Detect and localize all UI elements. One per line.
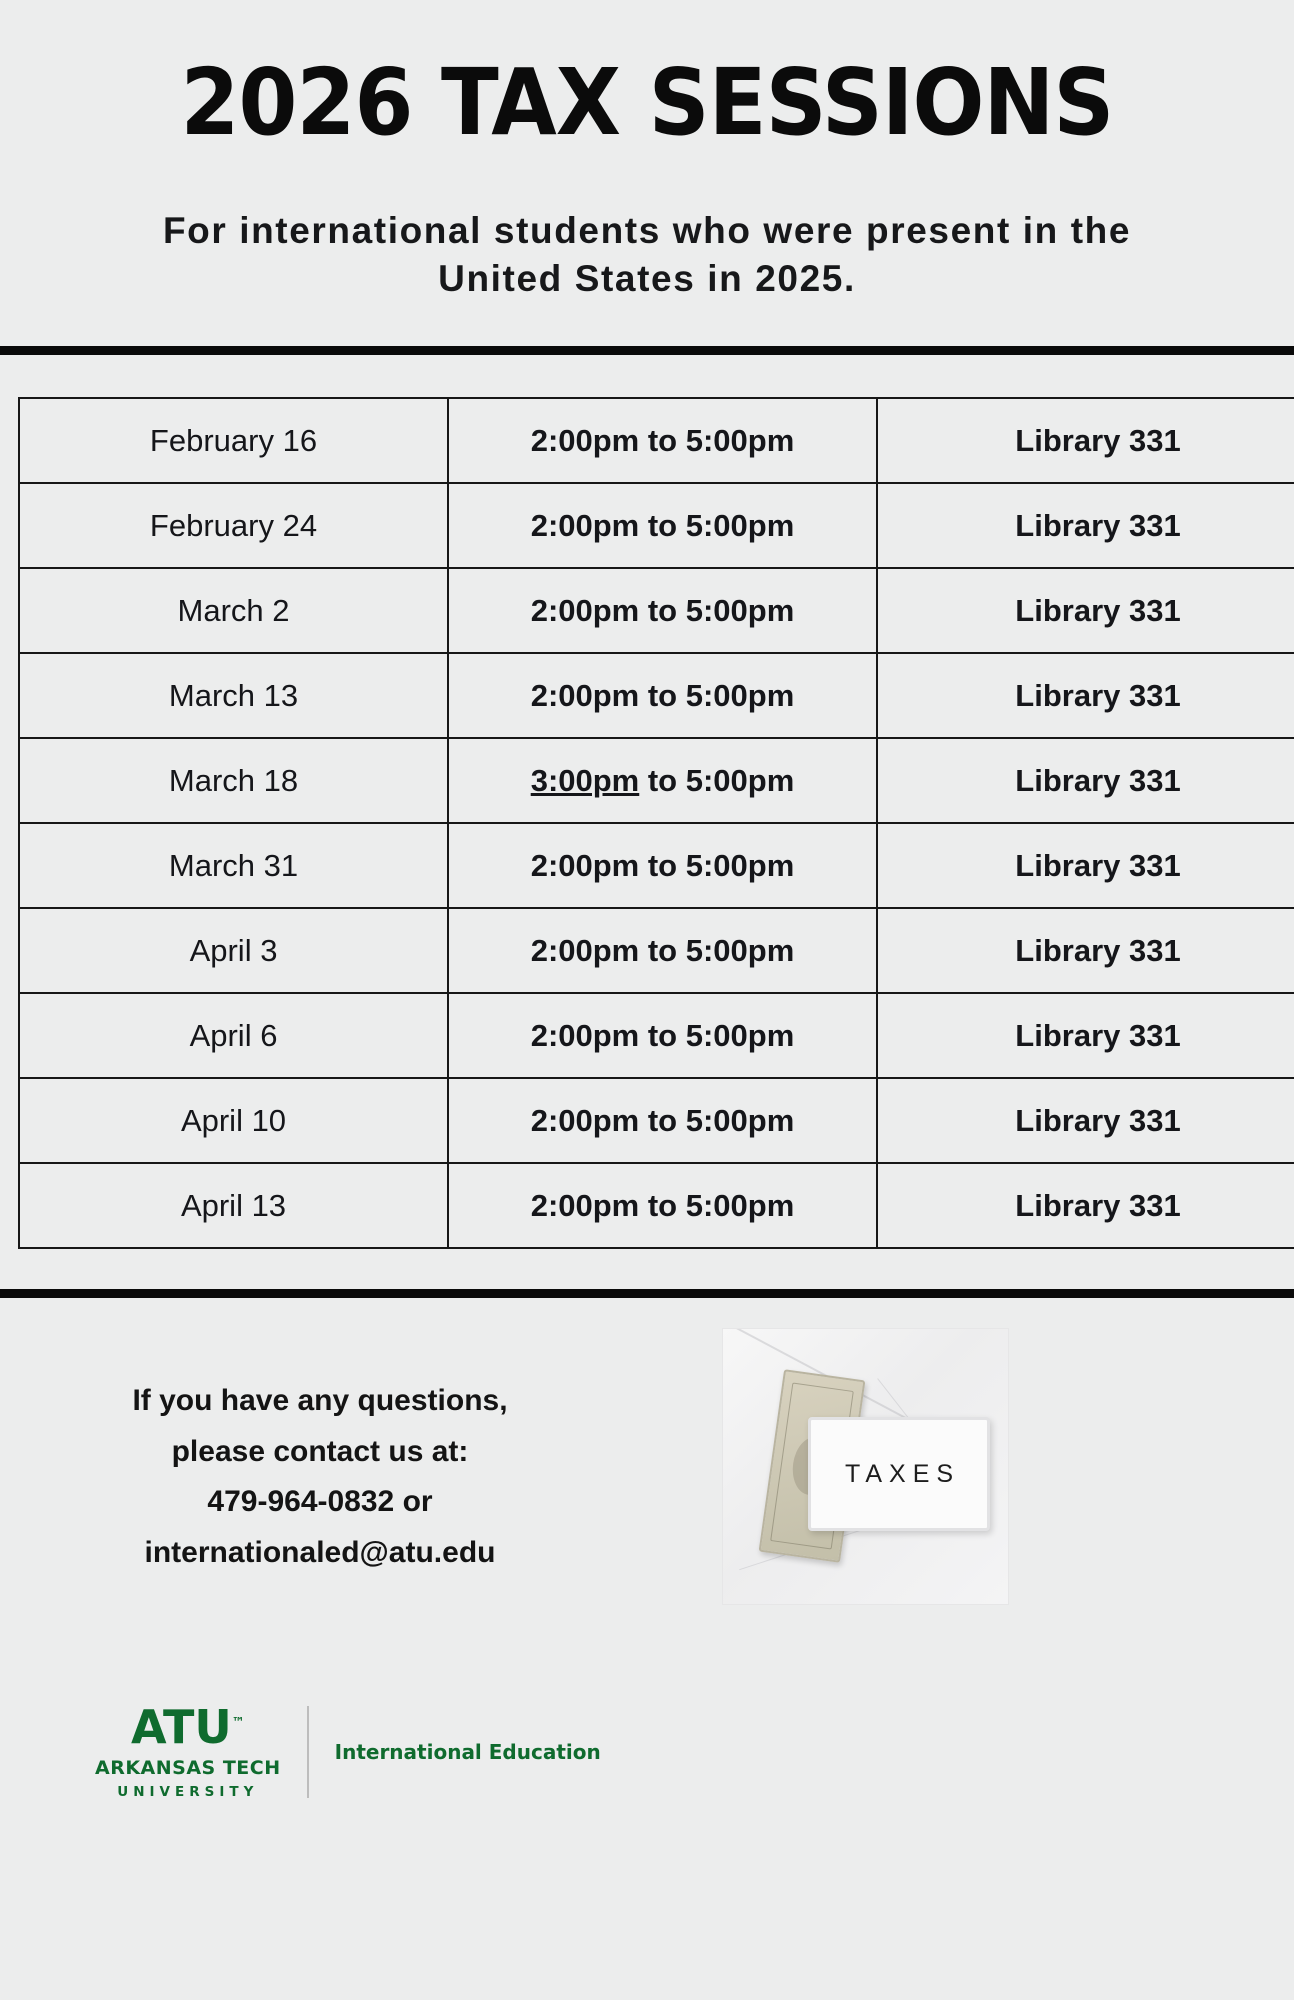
contact-line-1: If you have any questions,	[132, 1384, 508, 1418]
session-time	[448, 1163, 877, 1248]
session-room: Library 331	[877, 1163, 1294, 1248]
session-room: Library 331	[877, 653, 1294, 738]
atu-acronym	[130, 1700, 245, 1755]
session-date: March 13	[19, 653, 448, 738]
page-title: 2026 TAX SESSIONS	[180, 49, 1114, 156]
atu-name-line-2: UNIVERSITY	[117, 1784, 259, 1801]
poster-header	[0, 0, 1294, 304]
contact-block	[60, 1378, 580, 1580]
session-room: Library 331	[877, 908, 1294, 993]
session-time-start: 3:00pm	[530, 762, 640, 798]
session-time	[448, 483, 877, 568]
session-date: March 2	[19, 568, 448, 653]
table-row	[19, 1078, 1294, 1163]
session-time-start: 2:00pm	[530, 592, 640, 628]
session-time	[448, 653, 877, 738]
session-room: Library 331	[877, 483, 1294, 568]
session-time-end: to 5:00pm	[639, 932, 795, 968]
atu-logo-text	[95, 1700, 307, 1801]
lightbox-text: TAXES	[844, 1459, 961, 1488]
session-time-end: to 5:00pm	[639, 507, 795, 543]
session-date: March 31	[19, 823, 448, 908]
poster-footer	[0, 1298, 1294, 1858]
sessions-table	[18, 397, 1294, 1249]
session-room: Library 331	[877, 993, 1294, 1078]
table-row	[19, 568, 1294, 653]
contact-email: internationaled@atu.edu	[144, 1535, 496, 1569]
session-time-end: to 5:00pm	[639, 1017, 795, 1053]
session-time	[448, 823, 877, 908]
session-date: April 10	[19, 1078, 448, 1163]
session-time-start: 2:00pm	[530, 677, 640, 713]
poster-subtitle: For international students who were present in the United States in 2025.	[162, 209, 1132, 300]
table-row	[19, 823, 1294, 908]
session-time	[448, 568, 877, 653]
department-label: International Education	[334, 1740, 601, 1765]
session-time-start: 2:00pm	[530, 1187, 640, 1223]
session-time-end: to 5:00pm	[639, 762, 795, 798]
taxes-photo	[722, 1328, 1009, 1605]
table-row	[19, 653, 1294, 738]
atu-logo	[95, 1700, 601, 1801]
session-time-end: to 5:00pm	[639, 1187, 795, 1223]
contact-phone: 479-964-0832 or	[207, 1485, 433, 1519]
session-room: Library 331	[877, 568, 1294, 653]
divider-bottom	[0, 1289, 1294, 1298]
session-time	[448, 1078, 877, 1163]
session-time-end: to 5:00pm	[639, 422, 795, 458]
sessions-table-wrap	[0, 397, 1294, 1249]
table-row	[19, 908, 1294, 993]
session-room: Library 331	[877, 398, 1294, 483]
session-time-end: to 5:00pm	[639, 592, 795, 628]
lightbox-sign	[808, 1417, 990, 1531]
session-date: February 24	[19, 483, 448, 568]
session-time-end: to 5:00pm	[639, 677, 795, 713]
trademark-icon: ™	[231, 1715, 245, 1731]
session-room: Library 331	[877, 823, 1294, 908]
session-time	[448, 908, 877, 993]
session-time-end: to 5:00pm	[639, 847, 795, 883]
table-row	[19, 993, 1294, 1078]
table-row	[19, 483, 1294, 568]
session-room: Library 331	[877, 738, 1294, 823]
table-row	[19, 738, 1294, 823]
session-time	[448, 738, 877, 823]
session-room: Library 331	[877, 1078, 1294, 1163]
session-time-start: 2:00pm	[530, 422, 640, 458]
session-time-start: 2:00pm	[530, 932, 640, 968]
session-date: April 6	[19, 993, 448, 1078]
session-date: April 13	[19, 1163, 448, 1248]
session-time-start: 2:00pm	[530, 1017, 640, 1053]
session-time-start: 2:00pm	[530, 847, 640, 883]
table-row	[19, 398, 1294, 483]
session-date: February 16	[19, 398, 448, 483]
contact-line-2: please contact us at:	[171, 1434, 469, 1468]
atu-name-line-1: ARKANSAS TECH	[95, 1757, 281, 1780]
session-time-start: 2:00pm	[530, 1102, 640, 1138]
session-time-end: to 5:00pm	[639, 1102, 795, 1138]
session-time	[448, 398, 877, 483]
session-time	[448, 993, 877, 1078]
session-date: April 3	[19, 908, 448, 993]
session-date: March 18	[19, 738, 448, 823]
atu-acronym-text: ATU	[130, 1700, 232, 1755]
session-time-start: 2:00pm	[530, 507, 640, 543]
divider-top	[0, 346, 1294, 355]
table-row	[19, 1163, 1294, 1248]
